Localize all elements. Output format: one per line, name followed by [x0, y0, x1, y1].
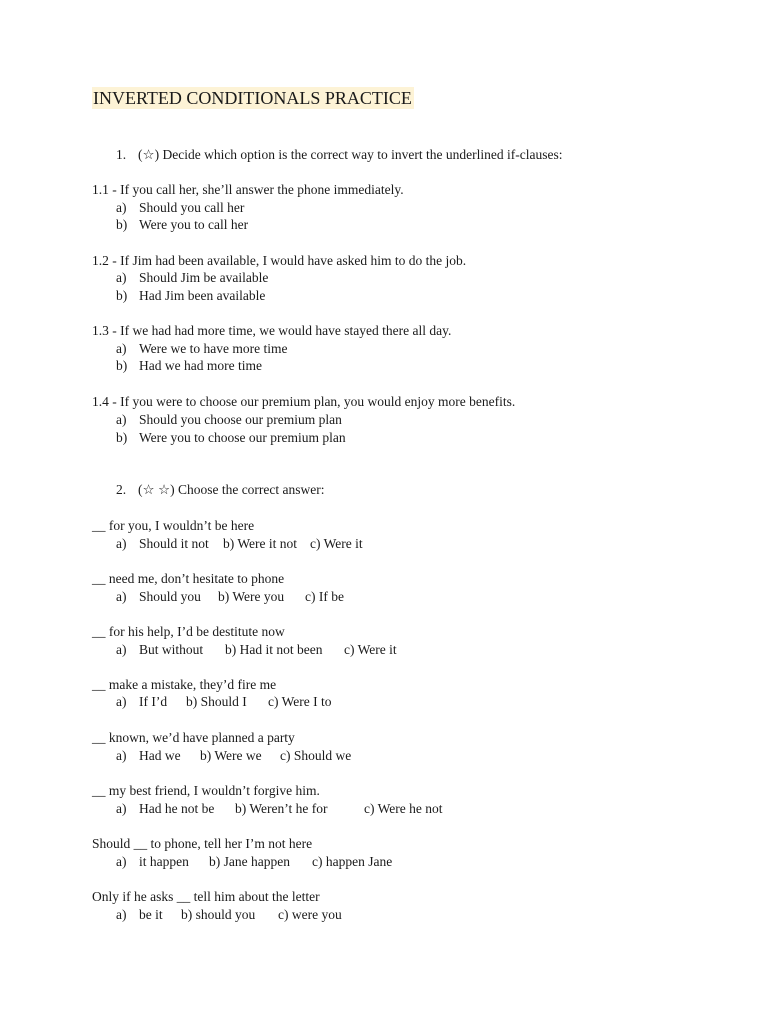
- option-a-text: be it: [139, 907, 163, 922]
- question-2-1-text: __ for you, I wouldn’t be here: [92, 518, 255, 533]
- option-a-text: If I’d: [139, 694, 168, 709]
- option-text: Had Jim been available: [139, 288, 266, 303]
- option-letter: b): [116, 217, 128, 232]
- question-2-8-text: Only if he asks __ tell him about the letter: [92, 889, 320, 904]
- section-1-instruction: (☆) Decide which option is the correct way to invert the underlined if-clauses:: [138, 147, 563, 162]
- question-1-2-option-b: [116, 287, 265, 305]
- option-letter: a): [116, 694, 127, 709]
- option-b-text: b) Were we: [200, 748, 262, 763]
- option-c-text: c) Were it: [310, 536, 363, 551]
- question-1-4-option-a: [116, 411, 342, 429]
- option-b-text: b) Were you: [218, 589, 285, 604]
- option-a-text: Had we: [139, 748, 181, 763]
- option-letter: a): [116, 801, 127, 816]
- option-a-text: Should it not: [139, 536, 209, 551]
- section-1-number: 1.: [116, 147, 127, 162]
- question-2-7-text: Should __ to phone, tell her I’m not here: [92, 836, 313, 851]
- option-b-text: b) Weren’t he for: [235, 801, 328, 816]
- option-text: Were we to have more time: [139, 341, 288, 356]
- option-text: Were you to choose our premium plan: [139, 430, 346, 445]
- question-2-2-text: __ need me, don’t hesitate to phone: [92, 571, 285, 586]
- option-letter: b): [116, 358, 128, 373]
- option-letter: a): [116, 270, 127, 285]
- option-c-text: c) If be: [305, 589, 344, 604]
- question-1-3-option-b: [116, 357, 262, 375]
- question-2-5-options: [116, 747, 351, 765]
- option-text: Had we had more time: [139, 358, 262, 373]
- option-c-text: c) Were I to: [268, 694, 332, 709]
- question-2-4-options: [116, 693, 332, 711]
- option-text: Were you to call her: [139, 217, 249, 232]
- question-1-1-text: 1.1 - If you call her, she’ll answer the phone immediately.: [92, 182, 404, 197]
- option-letter: a): [116, 907, 127, 922]
- option-a-text: Had he not be: [139, 801, 215, 816]
- option-b-text: b) Should I: [186, 694, 247, 709]
- question-1-4-text: 1.4 - If you were to choose our premium plan, you would enjoy more benefits.: [92, 394, 516, 409]
- option-b-text: b) should you: [181, 907, 256, 922]
- option-b-text: b) Had it not been: [225, 642, 323, 657]
- question-2-6-options: [116, 800, 443, 818]
- option-b-text: b) Were it not: [223, 536, 298, 551]
- option-b-text: b) Jane happen: [209, 854, 290, 869]
- page-title: INVERTED CONDITIONALS PRACTICE: [93, 88, 412, 108]
- option-text: Should Jim be available: [139, 270, 269, 285]
- question-1-1-option-b: [116, 216, 248, 234]
- option-a-text: it happen: [139, 854, 189, 869]
- option-letter: a): [116, 854, 127, 869]
- question-1-1-option-a: [116, 199, 244, 217]
- option-c-text: c) Were he not: [364, 801, 443, 816]
- question-2-2-options: [116, 588, 344, 606]
- question-2-7-options: [116, 853, 392, 871]
- question-1-4-option-b: [116, 429, 346, 447]
- question-2-3-text: __ for his help, I’d be destitute now: [92, 624, 285, 639]
- option-a-text: But without: [139, 642, 204, 657]
- option-letter: a): [116, 589, 127, 604]
- option-letter: a): [116, 341, 127, 356]
- question-1-2-text: 1.2 - If Jim had been available, I would have asked him to do the job.: [92, 253, 467, 268]
- option-text: Should you call her: [139, 200, 245, 215]
- option-letter: a): [116, 642, 127, 657]
- section-2-heading: [116, 481, 325, 499]
- question-2-5-text: __ known, we’d have planned a party: [92, 730, 295, 745]
- option-a-text: Should you: [139, 589, 201, 604]
- question-2-6-text: __ my best friend, I wouldn’t forgive him.: [92, 783, 320, 798]
- section-2-instruction: (☆ ☆) Choose the correct answer:: [138, 482, 325, 497]
- question-1-3-option-a: [116, 340, 287, 358]
- option-c-text: c) happen Jane: [312, 854, 393, 869]
- option-c-text: c) Should we: [280, 748, 352, 763]
- question-2-1-options: [116, 535, 363, 553]
- question-2-3-options: [116, 641, 397, 659]
- option-c-text: c) Were it: [344, 642, 397, 657]
- section-2-number: 2.: [116, 482, 127, 497]
- question-2-8-options: [116, 906, 342, 924]
- option-letter: a): [116, 200, 127, 215]
- question-1-3-text: 1.3 - If we had had more time, we would have stayed there all day.: [92, 323, 452, 338]
- question-1-2-option-a: [116, 269, 268, 287]
- option-c-text: c) were you: [278, 907, 342, 922]
- option-letter: b): [116, 288, 128, 303]
- option-letter: a): [116, 412, 127, 427]
- option-letter: b): [116, 430, 128, 445]
- question-2-4-text: __ make a mistake, they’d fire me: [92, 677, 277, 692]
- option-letter: a): [116, 748, 127, 763]
- section-1-heading: [116, 146, 562, 164]
- option-letter: a): [116, 536, 127, 551]
- option-text: Should you choose our premium plan: [139, 412, 342, 427]
